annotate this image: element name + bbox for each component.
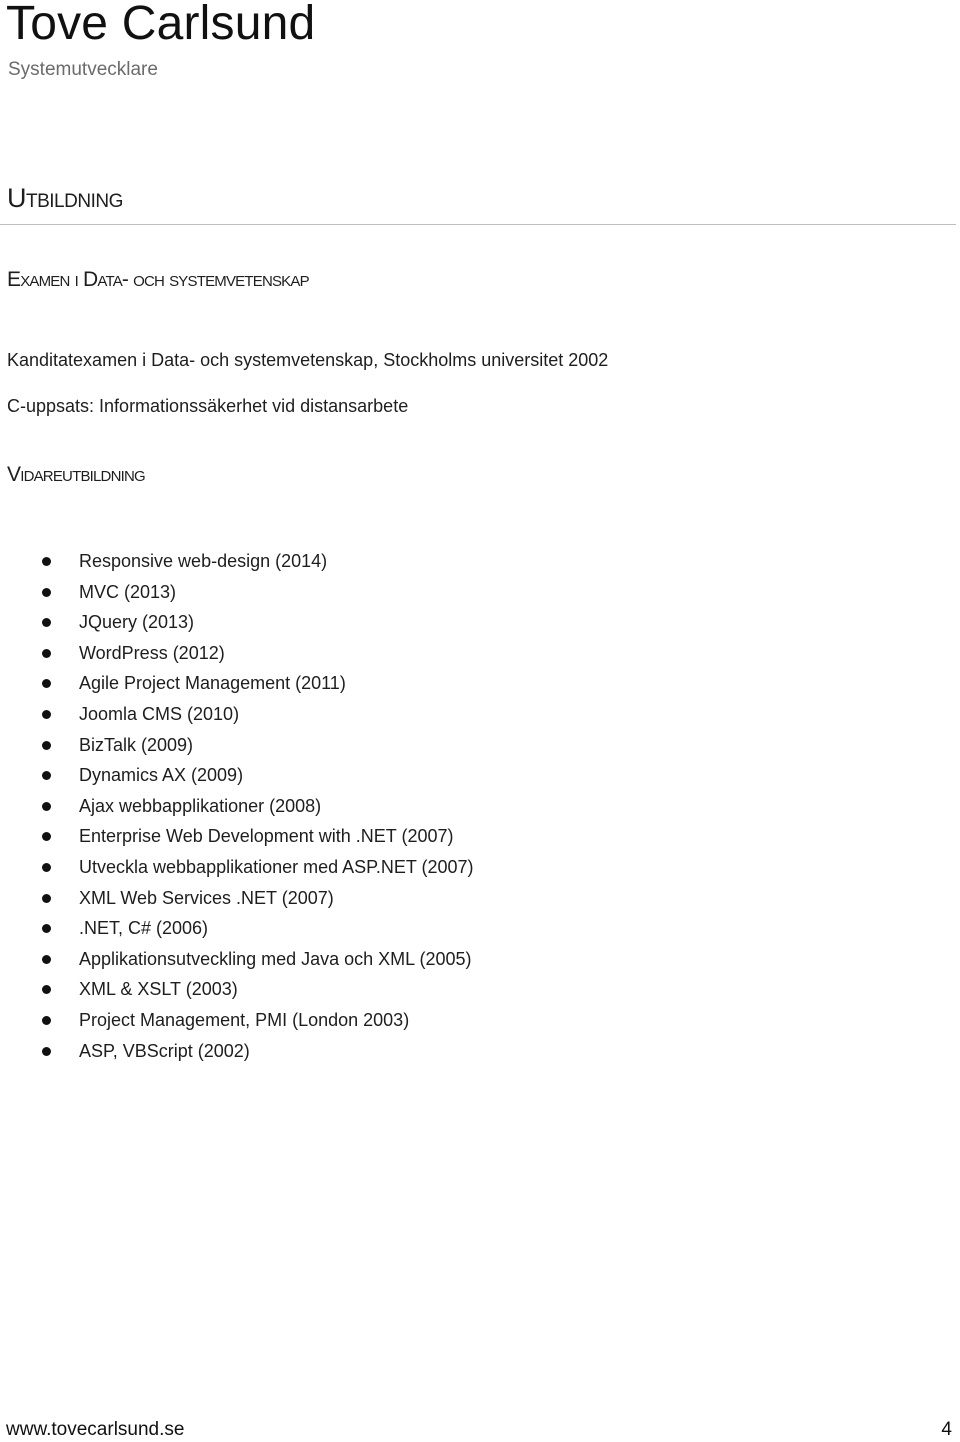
job-title: Systemutvecklare	[8, 59, 158, 80]
bullet-icon	[42, 863, 51, 872]
list-item-text: MVC (2013)	[79, 581, 177, 602]
list-item-text: Ajax webbapplikationer (2008)	[79, 795, 322, 816]
bullet-icon	[42, 1016, 51, 1025]
bullet-icon	[42, 802, 51, 811]
bullet-icon	[42, 1047, 51, 1056]
list-item-text: ASP, VBScript (2002)	[79, 1040, 250, 1061]
bullet-icon	[42, 557, 51, 566]
list-item-text: WordPress (2012)	[79, 642, 225, 663]
list-item-text: Applikationsutveckling med Java och XML (2005)	[79, 948, 472, 969]
list-item-text: .NET, C# (2006)	[79, 918, 209, 939]
bullet-icon	[42, 924, 51, 933]
bullet-icon	[42, 741, 51, 750]
subheading-exam: Examen i Data- och systemvetenskap	[7, 268, 309, 291]
bullet-icon	[42, 649, 51, 658]
list-item-text: Project Management, PMI (London 2003)	[79, 1009, 410, 1030]
footer-website-link[interactable]: www.tovecarlsund.se	[6, 1419, 185, 1440]
list-item-text: Agile Project Management (2011)	[79, 673, 346, 694]
list-item-text: Responsive web-design (2014)	[79, 551, 328, 571]
bullet-icon	[42, 710, 51, 719]
bullet-icon	[42, 771, 51, 780]
page-number: 4	[941, 1419, 952, 1440]
bullet-icon	[42, 955, 51, 964]
bullet-icon	[42, 832, 51, 841]
bullet-icon	[42, 985, 51, 994]
bullet-icon	[42, 679, 51, 688]
list-item-text: Enterprise Web Development with .NET (2007)	[79, 826, 454, 847]
person-name: Tove Carlsund	[6, 0, 316, 50]
list-item-text: XML & XSLT (2003)	[79, 979, 238, 1000]
degree-text: Kanditatexamen i Data- och systemvetenskap, Stockholms universitet 2002	[7, 350, 609, 370]
list-item-text: BizTalk (2009)	[79, 734, 194, 755]
section-heading-education: Utbildning	[7, 183, 123, 213]
bullet-icon	[42, 618, 51, 627]
bullet-icon	[42, 894, 51, 903]
list-item-text: Dynamics AX (2009)	[79, 765, 244, 786]
thesis-text: C-uppsats: Informationssäkerhet vid distansarbete	[7, 396, 409, 416]
subheading-further-education: Vidareutbildning	[7, 463, 145, 486]
list-item-text: Utveckla webbapplikationer med ASP.NET (2007)	[79, 856, 474, 877]
list-item-text: XML Web Services .NET (2007)	[79, 887, 334, 908]
list-item-text: JQuery (2013)	[79, 612, 195, 633]
list-item-text: Joomla CMS (2010)	[79, 703, 240, 724]
bullet-icon	[42, 588, 51, 597]
section-divider	[0, 224, 956, 225]
